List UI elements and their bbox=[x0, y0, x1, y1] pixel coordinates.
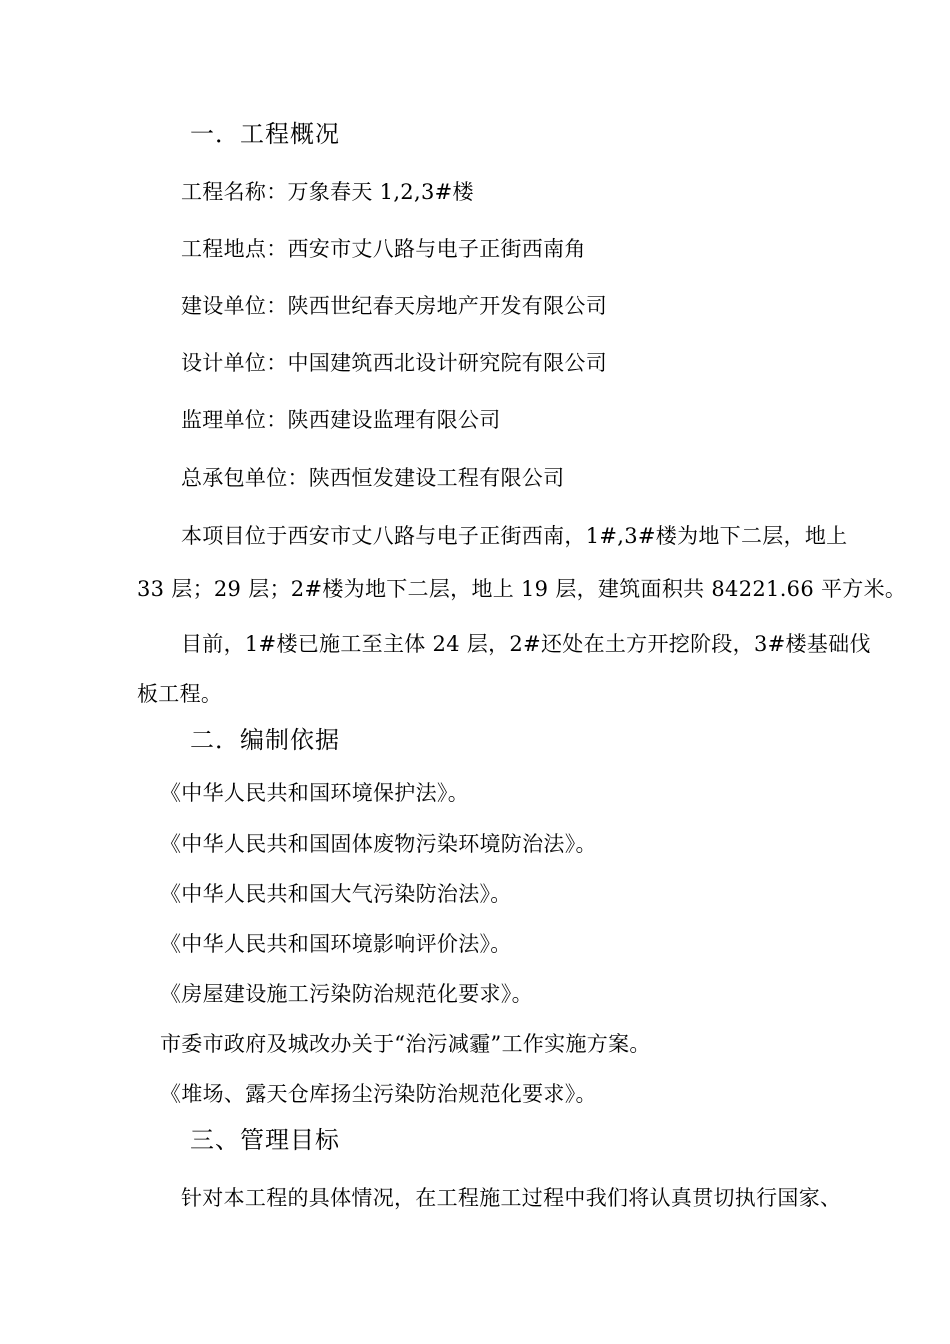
basis-item: 《房屋建设施工污染防治规范化要求》。 bbox=[160, 982, 533, 1006]
basis-item: 《堆场、露天仓库扬尘污染防治规范化要求》。 bbox=[160, 1082, 597, 1106]
basis-item: 《中华人民共和国环境影响评价法》。 bbox=[160, 932, 512, 956]
progress-line-2: 板工程。 bbox=[137, 682, 223, 706]
basis-item: 《中华人民共和国大气污染防治法》。 bbox=[160, 882, 512, 906]
basis-item: 《中华人民共和国环境保护法》。 bbox=[160, 781, 469, 805]
project-location-line: 工程地点：西安市丈八路与电子正街西南角 bbox=[181, 237, 586, 261]
basis-item: 《中华人民共和国固体废物污染环境防治法》。 bbox=[160, 832, 597, 856]
basis-item: 市委市政府及城改办关于“治污减霾”工作实施方案。 bbox=[160, 1032, 651, 1056]
section-heading-goals: 三、管理目标 bbox=[190, 1126, 340, 1154]
design-unit-line: 设计单位：中国建筑西北设计研究院有限公司 bbox=[181, 351, 607, 375]
builder-unit-line: 建设单位：陕西世纪春天房地产开发有限公司 bbox=[181, 294, 607, 318]
supervision-unit-line: 监理单位：陕西建设监理有限公司 bbox=[181, 408, 501, 432]
project-name-line: 工程名称：万象春天 1,2,3#楼 bbox=[181, 180, 474, 204]
project-description-line-2: 33 层；29 层；2#楼为地下二层，地上 19 层，建筑面积共 84221.66 平方米。 bbox=[137, 577, 907, 601]
general-contractor-line: 总承包单位：陕西恒发建设工程有限公司 bbox=[181, 466, 565, 490]
goals-paragraph-line: 针对本工程的具体情况，在工程施工过程中我们将认真贯切执行国家、 bbox=[181, 1186, 842, 1210]
section-heading-overview: 一．工程概况 bbox=[190, 120, 340, 148]
section-heading-basis: 二．编制依据 bbox=[190, 726, 340, 754]
progress-line-1: 目前，1#楼已施工至主体 24 层，2#还处在土方开挖阶段，3#楼基础伐 bbox=[181, 632, 871, 656]
project-description-line-1: 本项目位于西安市丈八路与电子正街西南，1#,3#楼为地下二层，地上 bbox=[181, 524, 848, 548]
